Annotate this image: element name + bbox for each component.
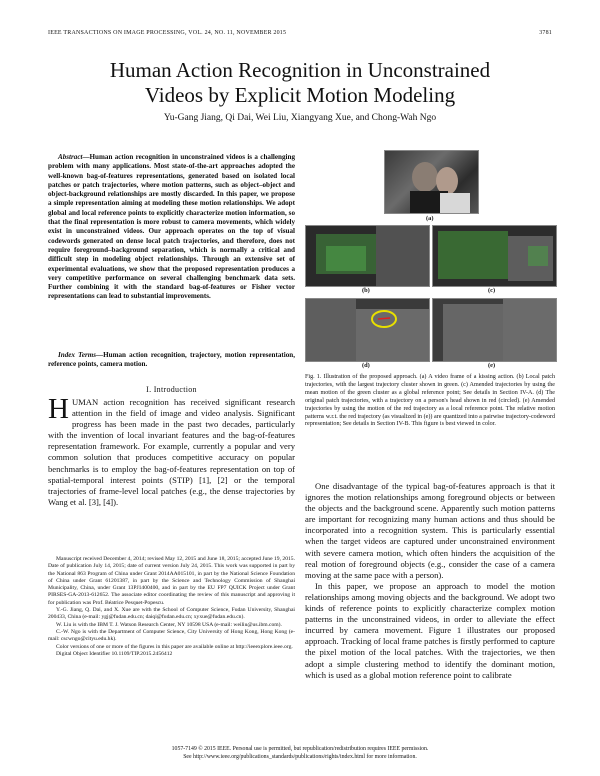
figure-panel-e xyxy=(432,298,557,362)
figure-caption: Fig. 1. Illustration of the proposed approach. (a) A video frame of a kissing action. (b) Local patch trajectories, with the largest trajectory cluster shown in green. (c) Amended trajectories by using the mean motion of the green cluster as a global reference point; See details in Section IV-A. (d) The original patch trajectories, with a trajectory on a person's head shown in red (circled). (e) Amended trajectories by using the motion of the red trajectory as a local reference point. The relative motion patterns w.r.t. the red trajectory (as visualized in (e)) are quantized into a pairwise trajectory-codeword representation; See details in Section IV-B. This figure is best viewed in color. xyxy=(305,374,555,428)
running-header xyxy=(48,30,552,40)
copyright-notice xyxy=(48,745,552,761)
figure-1 xyxy=(305,150,555,372)
footnote-affiliation-cityu: C.-W. Ngo is with the Department of Computer Science, City University of Hong Kong, Hong Kong (e-mail: cscwngo@cityu.edu.hk). xyxy=(48,628,295,643)
paragraph-1: One disadvantage of the typical bag-of-features approach is that it ignores the motion relationships among foreground objects or between the objects and the background scene. Apparently such motion patterns are important for recognizing many human actions and thus should be incorporated into a recognition system. This is particularly essential when the target videos are captured under unconstrained environment with severe camera motion, which often hinders the acquisition of the real motion of foreground objects (e.g., consider the case of a camera moving at the same pace with a person). xyxy=(305,481,555,580)
footnotes xyxy=(48,556,295,658)
figure-panel-a xyxy=(384,150,479,214)
drop-cap: H xyxy=(48,393,69,425)
figure-panel-c xyxy=(432,225,557,287)
kissing-frame-image xyxy=(385,151,478,213)
trajectories-b-image xyxy=(306,226,429,286)
footnote-doi: Digital Object Identifier 10.1109/TIP.2015.2456412 xyxy=(56,650,173,657)
copyright-line-1: 1057-7149 © 2015 IEEE. Personal use is permitted, but republication/redistribution requires IEEE permission. xyxy=(171,746,429,752)
label-a: (a) xyxy=(426,215,434,222)
title-line-2: Videos by Explicit Motion Modeling xyxy=(144,83,456,107)
introduction-text xyxy=(48,393,295,508)
page-number: 3781 xyxy=(539,30,552,36)
label-c: (c) xyxy=(488,287,496,294)
trajectories-d-image xyxy=(306,299,429,361)
copyright-line-2: See http://www.ieee.org/publications_standards/publications/rights/index.html for more information. xyxy=(183,754,417,760)
title-line-1: Human Action Recognition in Unconstrained xyxy=(109,58,491,82)
figure-panel-b xyxy=(305,225,430,287)
author-list: Yu-Gang Jiang, Qi Dai, Wei Liu, Xiangyang Xue, and Chong-Wah Ngo xyxy=(163,113,437,123)
footnote-color: Color versions of one or more of the figures in this paper are available online at http://ieeexplore.ieee.org. xyxy=(56,643,293,650)
index-terms: Index Terms—Human action recognition, trajectory, motion representation, reference points, camera motion. xyxy=(48,351,296,369)
abstract-label: Abstract xyxy=(58,153,83,161)
abstract: Abstract—Human action recognition in unconstrained videos is a challenging problem with many applications. Most state-of-the-art approaches adopted the well-known bag-of-features representations, generated based on isolated local patches or patch trajectories, where motion patterns, such as object–object and object-background relationships are mostly discarded. In this paper, we propose a simple representation aiming at modeling these motion relationships. We adopt global and local reference points to explicitly characterize motion information, so that the final representation is more robust to camera movements, which widely exist in unconstrained videos. Our approach operates on the top of visual codewords generated on dense local patch trajectories, and therefore, does not require foreground–background separation, which is normally a critical and difficult step in modeling object relationships. Through an extensive set of experimental evaluations, we show that the proposed representation produces a very competitive performance on several challenging benchmark data sets. Further combining it with the standard bag-of-features or Fisher vector representations can lead to substantial improvements. xyxy=(48,153,295,301)
label-e: (e) xyxy=(488,362,496,369)
right-column-text xyxy=(305,481,555,681)
label-d: (d) xyxy=(362,362,370,369)
figure-panel-d xyxy=(305,298,430,362)
trajectories-e-image xyxy=(433,299,556,361)
footnote-affiliation-ibm: W. Liu is with the IBM T. J. Watson Research Center, NY 10598 USA (e-mail: weiliu@us.ibm.com). xyxy=(56,621,282,628)
index-terms-label: Index Terms xyxy=(58,351,97,359)
index-terms-text: Human action recognition, trajectory, motion representation, reference points, camera motion. xyxy=(48,351,296,369)
footnote-manuscript: Manuscript received December 4, 2014; revised May 12, 2015 and June 18, 2015; accepted June 19, 2015. Date of publication July 14, 2015; date of current version July 24, 2015. This work was supported in part by the National 863 Program of China under Grant 2014AA015101, in part by the National Science Foundation of China under Grant 61201387, in part by the Science and Technology Commission of Shanghai Municipality, China, under Grant 13PJ1400400, and in part by the EU FP7 QUICK Project under Grant PIRSES-GA-2013-612652. The associate editor coordinating the review of this manuscript and approving it for publication was Prof. Béatrice Pesquet-Popescu. xyxy=(48,556,295,606)
trajectories-c-image xyxy=(433,226,556,286)
paragraph-2: In this paper, we propose an approach to model the motion relationships among moving objects and the background. We adopt two kinds of reference points to explicitly characterize complex motion patterns in the unconstrained videos, in order to alleviate the effect incurred by camera movement. Figure 1 illustrates our proposed approach. Tracking of local frame patches is firstly performed to capture the pixel motion of the local patches. With the trajectories, we then adopt a simple clustering method to identify the dominant motion, which is used as a global motion reference point to calibrate xyxy=(305,580,555,680)
intro-body: action recognition has received significant research attention in the field of image and video analysis. Significant progress has been made in the past two decades, particularly with the invention of local invariant features and the bag-of-features representation framework. For example, currently a popular and very common solution that produces competitive accuracy on popular benchmarks is to employ the bag-of-features representation on top of spatial-temporal interest points (STIP) [1], [2] or the temporal trajectories of frame-level local patches (e.g., the dense trajectories by Wang et al. [3], [4]). xyxy=(48,397,295,507)
label-b: (b) xyxy=(362,287,370,294)
footnote-affiliation-fudan: Y.-G. Jiang, Q. Dai, and X. Xue are with the School of Computer Science, Fudan University, Shanghai 200433, China (e-mail: ygj@fudan.edu.cn; daiqi@fudan.edu.cn; xyxue@fudan.edu.cn). xyxy=(48,607,295,621)
section-heading: I. Introduction xyxy=(146,385,197,394)
paper-title xyxy=(40,58,560,108)
intro-first-word: UMAN xyxy=(71,397,99,407)
abstract-text: Human action recognition in unconstrained videos is a challenging problem with many applications. Most state-of-the-art approaches adopted the well-known bag-of-features representations, generated based on isolated local patches or patch trajectories, where motion patterns, such as object–object and object-background relationships are mostly discarded. In this paper, we propose a simple representation aiming at modeling these motion relationships. We adopt global and local reference points to explicitly characterize motion information, so that the final representation is more robust to camera movements, which widely exist in unconstrained videos. Our approach operates on the top of visual codewords generated on dense local patch trajectories, and therefore, does not require foreground–background separation, which is normally a critical and difficult step in modeling object relationships. Through an extensive set of experimental evaluations, we show that the proposed representation produces a very competitive performance on several challenging benchmark data sets. Further combining it with the standard bag-of-features or Fisher vector representations can lead to substantial improvements. xyxy=(48,153,295,301)
journal-name: IEEE TRANSACTIONS ON IMAGE PROCESSING, VOL. 24, NO. 11, NOVEMBER 2015 xyxy=(48,30,287,36)
